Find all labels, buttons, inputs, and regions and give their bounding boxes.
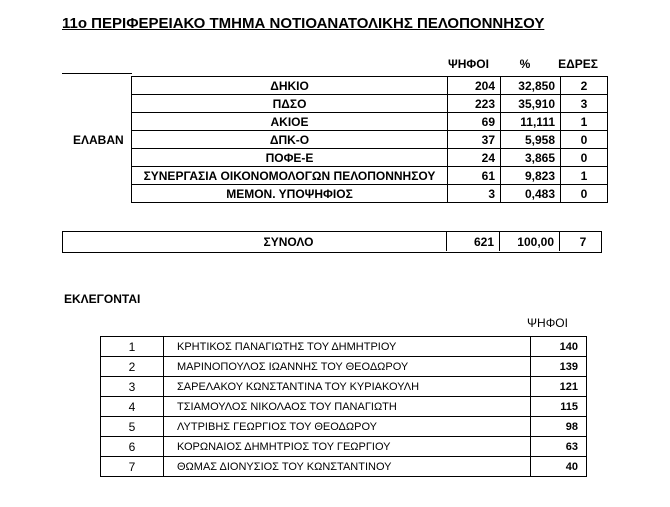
candidate-votes: 140 <box>531 337 587 357</box>
page-title: 11ο ΠΕΡΙΦΕΡΕΙΑΚΟ ΤΜΗΜΑ ΝΟΤΙΟΑΝΑΤΟΛΙΚΗΣ ΠΕΛΟΠΟΝΝΗΣΟΥ <box>62 15 545 32</box>
party-percent: 5,958 <box>501 131 561 149</box>
candidate-votes: 98 <box>531 417 587 437</box>
votes-header: ΨΗΦΟΙ <box>448 57 489 71</box>
party-percent: 9,823 <box>501 167 561 185</box>
party-seats: 1 <box>561 113 608 131</box>
candidate-row <box>101 337 587 357</box>
party-percent: 32,850 <box>501 77 561 95</box>
results-table <box>131 76 608 203</box>
party-votes: 24 <box>448 149 501 167</box>
total-label: ΣΥΝΟΛΟ <box>131 232 447 251</box>
candidate-row <box>101 397 587 417</box>
total-percent: 100,00 <box>500 232 560 251</box>
candidate-votes: 63 <box>531 437 587 457</box>
party-seats: 0 <box>561 149 608 167</box>
candidate-index: 1 <box>101 337 164 357</box>
party-votes: 204 <box>448 77 501 95</box>
results-row <box>132 149 608 167</box>
group-divider <box>62 73 132 74</box>
candidate-index: 2 <box>101 357 164 377</box>
total-votes: 621 <box>447 232 500 251</box>
candidate-row <box>101 417 587 437</box>
party-percent: 11,111 <box>501 113 561 131</box>
candidate-name: ΜΑΡΙΝΟΠΟΥΛΟΣ ΙΩΑΝΝΗΣ ΤΟΥ ΘΕΟΔΩΡΟΥ <box>164 357 531 377</box>
candidate-index: 6 <box>101 437 164 457</box>
total-table <box>131 232 606 251</box>
candidate-name: ΤΣΙΑΜΟΥΛΟΣ ΝΙΚΟΛΑΟΣ ΤΟΥ ΠΑΝΑΓΙΩΤΗ <box>164 397 531 417</box>
party-name: ΠΟΦΕ-Ε <box>132 149 448 167</box>
party-name: ΠΔΣΟ <box>132 95 448 113</box>
party-percent: 35,910 <box>501 95 561 113</box>
candidate-votes: 139 <box>531 357 587 377</box>
results-header <box>442 56 601 72</box>
party-votes: 223 <box>448 95 501 113</box>
candidate-name: ΘΩΜΑΣ ΔΙΟΝΥΣΙΟΣ ΤΟΥ ΚΩΝΣΤΑΝΤΙΝΟΥ <box>164 457 531 477</box>
candidate-index: 7 <box>101 457 164 477</box>
candidate-name: ΚΟΡΩΝΑΙΟΣ ΔΗΜΗΤΡΙΟΣ ΤΟΥ ΓΕΩΡΓΙΟΥ <box>164 437 531 457</box>
candidate-votes: 115 <box>531 397 587 417</box>
candidate-votes: 40 <box>531 457 587 477</box>
candidate-row <box>101 377 587 397</box>
party-seats: 0 <box>561 185 608 203</box>
results-row <box>132 113 608 131</box>
party-seats: 3 <box>561 95 608 113</box>
party-seats: 0 <box>561 131 608 149</box>
party-votes: 69 <box>448 113 501 131</box>
party-votes: 61 <box>448 167 501 185</box>
party-votes: 3 <box>448 185 501 203</box>
candidate-row <box>101 357 587 377</box>
candidate-votes: 121 <box>531 377 587 397</box>
seats-header: ΕΔΡΕΣ <box>558 57 598 71</box>
results-row <box>132 95 608 113</box>
candidate-index: 3 <box>101 377 164 397</box>
elected-votes-header: ΨΗΦΟΙ <box>527 316 568 330</box>
candidate-name: ΣΑΡΕΛΑΚΟΥ ΚΩΝΣΤΑΝΤΙΝΑ ΤΟΥ ΚΥΡΙΑΚΟΥΛΗ <box>164 377 531 397</box>
candidate-row <box>101 437 587 457</box>
candidate-index: 5 <box>101 417 164 437</box>
results-row <box>132 167 608 185</box>
results-row <box>132 131 608 149</box>
party-name: ΜΕΜΟΝ. ΥΠΟΨΗΦΙΟΣ <box>132 185 448 203</box>
candidate-name: ΛΥΤΡΙΒΗΣ ΓΕΩΡΓΙΟΣ ΤΟΥ ΘΕΟΔΩΡΟΥ <box>164 417 531 437</box>
candidate-index: 4 <box>101 397 164 417</box>
party-name: ΑΚΙΟΕ <box>132 113 448 131</box>
party-seats: 1 <box>561 167 608 185</box>
percent-header: % <box>519 57 531 71</box>
group-label: ΕΛΑΒΑΝ <box>73 133 124 147</box>
party-name: ΔΗΚΙΟ <box>132 77 448 95</box>
elected-heading: ΕΚΛΕΓΟΝΤΑΙ <box>64 292 141 306</box>
party-name: ΔΠΚ-Ο <box>132 131 448 149</box>
total-seats: 7 <box>579 234 587 249</box>
results-row <box>132 185 608 203</box>
party-name: ΣΥΝΕΡΓΑΣΙΑ ΟΙΚΟΝΟΜΟΛΟΓΩΝ ΠΕΛΟΠΟΝΝΗΣΟΥ <box>132 167 448 185</box>
candidate-row <box>101 457 587 477</box>
party-percent: 3,865 <box>501 149 561 167</box>
candidate-name: ΚΡΗΤΙΚΟΣ ΠΑΝΑΓΙΩΤΗΣ ΤΟΥ ΔΗΜΗΤΡΙΟΥ <box>164 337 531 357</box>
party-percent: 0,483 <box>501 185 561 203</box>
party-seats: 2 <box>561 77 608 95</box>
results-row <box>132 77 608 95</box>
party-votes: 37 <box>448 131 501 149</box>
elected-table <box>100 336 587 477</box>
